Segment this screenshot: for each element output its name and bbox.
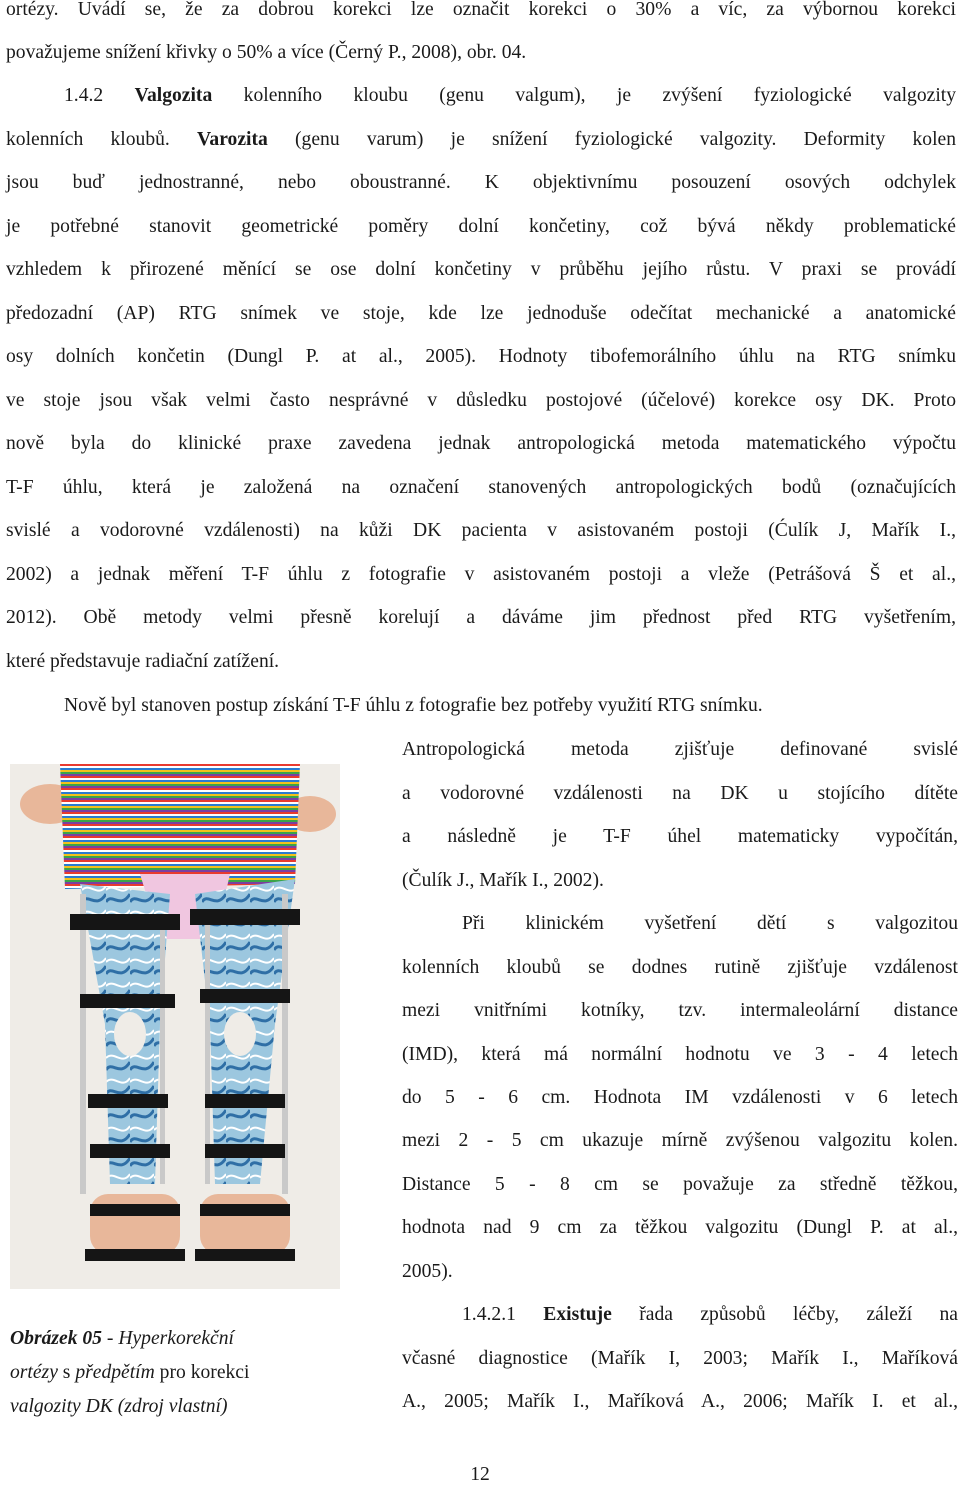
text-line: ortézy. Uvádí se, že za dobrou korekci lze označit korekci o 30% a víc, za výbornou korekci bbox=[6, 0, 956, 20]
orthosis-illustration bbox=[10, 764, 340, 1289]
page-number: 12 bbox=[470, 1464, 490, 1485]
right-column-line: Při klinickém vyšetření dětí s valgozitou bbox=[462, 913, 958, 934]
text-line: svislé a vodorovné vzdálenosti) na kůži DK pacienta v asistovaném postoji (Ćulík J, Mařík I., bbox=[6, 520, 956, 541]
orthosis-photo bbox=[10, 764, 340, 1289]
right-column-line: a následně je T-F úhel matematicky vypočítán, bbox=[402, 826, 958, 847]
text-line: jsou buď jednostranné, nebo oboustranné. K objektivnímu posouzení osových odchylek bbox=[6, 172, 956, 193]
right-column-line: včasné diagnostice (Mařík I, 2003; Mařík I., Maříková bbox=[402, 1348, 958, 1369]
text-line: které představuje radiační zatížení. bbox=[6, 651, 280, 672]
figure-caption: Obrázek 05 - Hyperkorekční ortézy s předpětím pro korekci valgozity DK (zdroj vlastní) bbox=[10, 1328, 250, 1417]
text-line: předozadní (AP) RTG snímek ve stoje, kde lze jednoduše odečítat mechanické a anatomické bbox=[6, 303, 956, 324]
right-column-line: A., 2005; Mařík I., Maříková A., 2006; Mařík I. et al., bbox=[402, 1391, 958, 1412]
text-line: je potřebné stanovit geometrické poměry dolní končetiny, což bývá někdy problematické bbox=[6, 216, 956, 237]
text-line: T-F úhlu, která je založená na označení stanovených antropologických bodů (označujících bbox=[6, 477, 956, 498]
right-column-line: do 5 - 6 cm. Hodnota IM vzdálenosti v 6 letech bbox=[402, 1087, 958, 1108]
text-line: považujeme snížení křivky o 50% a více (Černý P., 2008), obr. 04. bbox=[6, 42, 527, 63]
text-line: 2002) a jednak měření T-F úhlu z fotografie v asistovaném postoji a vleže (Petrášová Š et al., bbox=[6, 564, 956, 585]
section-heading-1-4-2-1: 1.4.2.1 Existuje řada způsobů léčby, záleží na bbox=[462, 1304, 959, 1325]
text-line: nově byla do klinické praxe zavedena jednak antropologická metoda matematického výpočtu bbox=[6, 433, 956, 454]
text-line: Nově byl stanoven postup získání T-F úhlu z fotografie bez potřeby využití RTG snímku. bbox=[64, 695, 763, 716]
text-line: kolenních kloubů. Varozita (genu varum) je snížení fyziologické valgozity. Deformity kolen bbox=[6, 129, 957, 150]
right-column-line: (IMD), která má normální hodnotu ve 3 - 4 letech bbox=[402, 1044, 958, 1065]
text-line: osy dolních končetin (Dungl P. at al., 2005). Hodnoty tibofemorálního úhlu na RTG snímku bbox=[6, 346, 956, 367]
text-line: 2012). Obě metody velmi přesně korelují a dáváme jim přednost před RTG vyšetřením, bbox=[6, 607, 956, 628]
right-column-line: mezi 2 - 5 cm ukazuje mírně zvýšenou valgozitu kolen. bbox=[402, 1130, 958, 1151]
text-line: vzhledem k přirozené měnící se ose dolní končetiny v průběhu jejího růstu. V praxi se provádí bbox=[6, 259, 956, 280]
right-column-line: Antropologická metoda zjišťuje definované svislé bbox=[402, 739, 958, 760]
right-column-line: kolenních kloubů se dodnes rutině zjišťuje vzdálenost bbox=[402, 957, 958, 978]
section-heading-1-4-2: 1.4.2 Valgozita kolenního kloubu (genu valgum), je zvýšení fyziologické valgozity bbox=[64, 85, 957, 106]
right-column-line: hodnota nad 9 cm za těžkou valgozitu (Dungl P. at al., bbox=[402, 1217, 958, 1238]
right-column-line: mezi vnitřními kotníky, tzv. intermaleolární distance bbox=[402, 1000, 958, 1021]
right-column-line: (Čulík J., Mařík I., 2002). bbox=[402, 870, 604, 891]
text-line: ve stoje jsou však velmi často nesprávné v důsledku postojové (účelové) korekce osy DK. Proto bbox=[6, 390, 957, 411]
right-column-line: a vodorovné vzdálenosti na DK u stojícího dítěte bbox=[402, 783, 958, 804]
right-column-line: Distance 5 - 8 cm se považuje za středně těžkou, bbox=[402, 1174, 958, 1195]
right-column-line: 2005). bbox=[402, 1261, 453, 1282]
